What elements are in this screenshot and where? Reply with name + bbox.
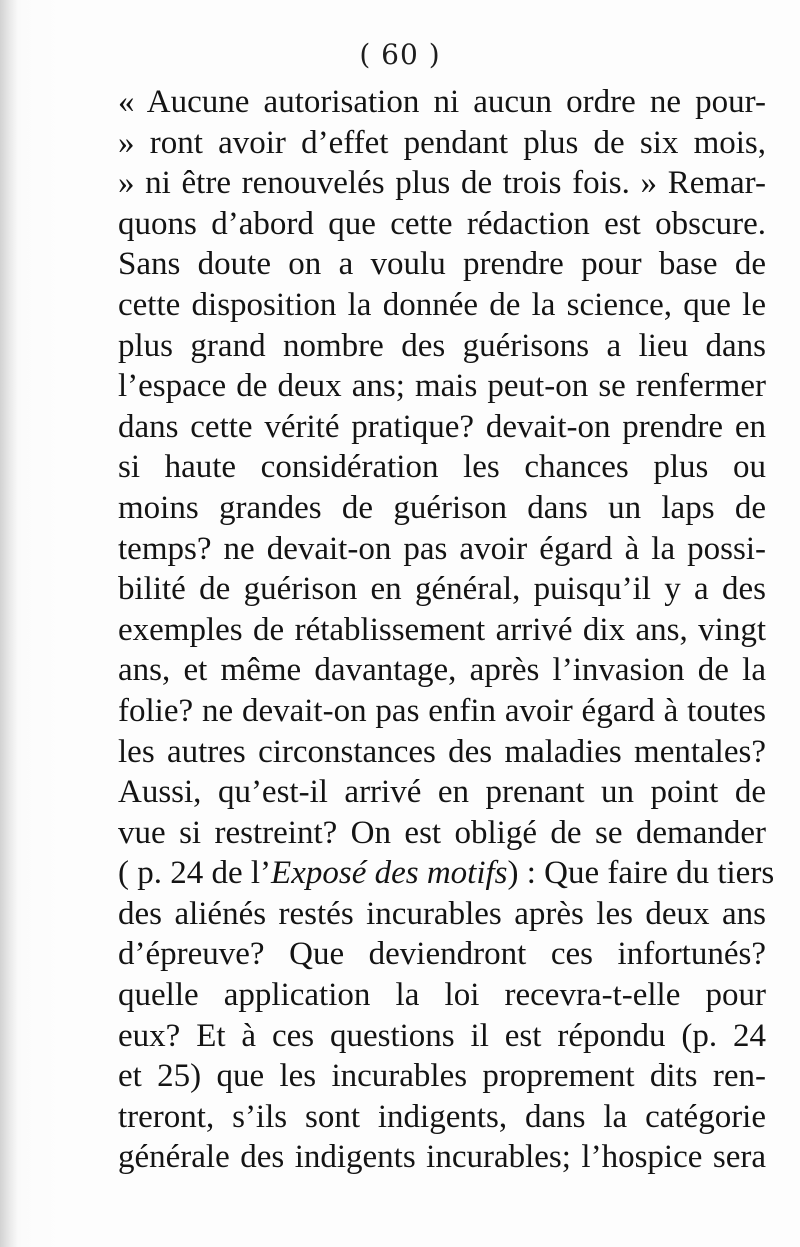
text-line: d’épreuve? Que deviendront ces infortunés?: [118, 936, 766, 973]
gutter-shadow: [0, 0, 18, 1247]
text-line: cette disposition la donnée de la science, que le: [118, 286, 766, 323]
text-line: bilité de guérison en général, puisqu’il y a des: [118, 571, 766, 608]
motifs-after: ) : Que faire du tiers: [507, 855, 775, 892]
text-line: » ront avoir d’effet pendant plus de six mois,: [118, 124, 766, 161]
text-line: si haute considération les chances plus ou: [118, 449, 766, 486]
text-line: » ni être renouvelés plus de trois fois. » Remar-: [118, 165, 766, 202]
text-line: « Aucune autorisation ni aucun ordre ne pour-: [118, 84, 766, 120]
text-line: vue si restreint? On est obligé de se demander: [118, 814, 766, 851]
text-line: des aliénés restés incurables après les deux ans: [118, 895, 766, 932]
text-line: dans cette vérité pratique? devait-on prendre en: [118, 408, 766, 445]
text-line: eux? Et à ces questions il est répondu (p. 24: [118, 1017, 766, 1054]
text-line: les autres circonstances des maladies mentales?: [118, 733, 766, 770]
text-line: exemples de rétablissement arrivé dix ans, vingt: [118, 611, 766, 648]
text-line: Aussi, qu’est-il arrivé en prenant un point de: [118, 774, 766, 811]
text-line: plus grand nombre des guérisons a lieu dans: [118, 327, 766, 364]
text-line: folie? ne devait-on pas enfin avoir égard à toutes: [118, 692, 766, 729]
text-line: moins grandes de guérison dans un laps de: [118, 489, 766, 526]
text-line: Sans doute on a voulu prendre pour base de: [118, 246, 766, 283]
text-line-motifs: [118, 853, 775, 894]
text-line: treront, s’ils sont indigents, dans la catégorie: [118, 1098, 766, 1135]
page-number: ( 60 ): [359, 38, 441, 71]
text-line: temps? ne devait-on pas avoir égard à la possi-: [118, 530, 766, 567]
text-line: générale des indigents incurables; l’hospice sera: [118, 1139, 766, 1176]
body-text: [118, 82, 775, 1178]
text-line: quons d’abord que cette rédaction est obscure.: [118, 205, 766, 242]
text-line: quelle application la loi recevra-t-elle pour: [118, 977, 766, 1014]
motifs-title-italic: Exposé des motifs: [271, 855, 508, 892]
text-line: ans, et même davantage, après l’invasion de la: [118, 652, 766, 689]
text-line: et 25) que les incurables proprement dits ren-: [118, 1058, 766, 1095]
motifs-before: ( p. 24 de l’: [118, 855, 272, 892]
text-line: l’espace de deux ans; mais peut-on se renfermer: [118, 368, 766, 405]
